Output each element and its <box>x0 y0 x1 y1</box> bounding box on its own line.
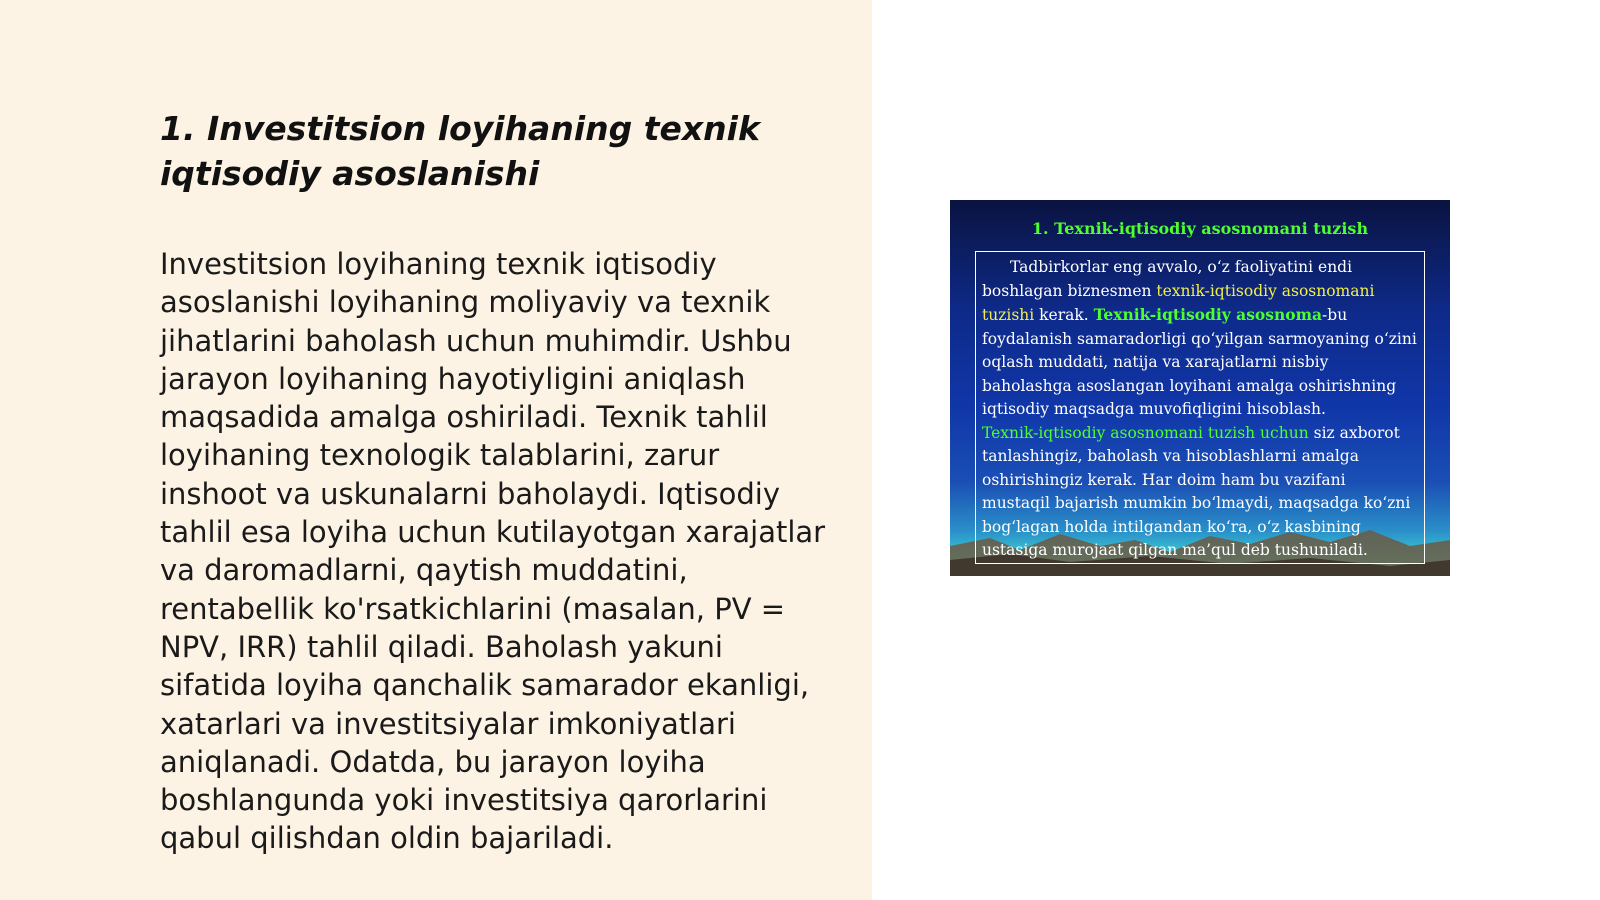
slide-highlight: Texnik-iqtisodiy asosnomani tuzish uchun <box>982 423 1309 442</box>
slide-title: 1. Texnik-iqtisodiy asosnomani tuzish <box>1031 219 1369 238</box>
slide-text: -bu foydalanish samaradorligi qo‘yilgan sarmoyaning o‘zini oqlash muddati, natija va xarajatlarni nisbiy baholashga asoslangan loyihani amalga oshirishning iqtisodiy maqsadga muvofiqligini hisoblash. <box>982 306 1417 418</box>
slide-highlight: texnik-iqtisodiy asosnomani tuzishi <box>982 281 1375 324</box>
slide-image <box>950 200 1450 576</box>
section-heading: 1. Investitsion loyihaning texnik iqtisodiy asoslanishi <box>160 109 760 193</box>
slide-text: Tadbirkorlar eng avvalo, o‘z faoliyatini endi boshlagan biznesmen <box>982 258 1353 300</box>
slide-text: siz axborot tanlashingiz, baholash va hisoblashlarni amalga oshirishingiz kerak. Har doim ham bu vazifani mustaqil bajarish mumkin bo‘lmaydi, maqsadga ko‘zni bog‘lagan holda intilgandan ko‘ra, o‘z kasbining ustasiga murojaat qilgan ma’qul deb tushuniladi. <box>982 423 1411 559</box>
slide-highlight-term: Texnik-iqtisodiy asosnoma <box>1093 305 1323 324</box>
slide-text-box <box>975 251 1425 564</box>
slide-text: kerak. <box>1034 306 1094 324</box>
section-body-text: Investitsion loyihaning texnik iqtisodiy asoslanishi loyihaning moliyaviy va texnik jihatlarini baholash uchun muhimdir. Ushbu jarayon loyihaning hayotiyligini aniqlash maqsadida amalga oshiriladi. Texnik tahlil loyihaning texnologik talablarini, zarur inshoot va uskunalarni baholaydi. Iqtisodiy tahlil esa loyiha uchun kutilayotgan xarajatlar va daromadlarni, qaytish muddatini, rentabellik ko'rsatkichlarini (masalan, PV = NPV, IRR) tahlil qiladi. Baholash yakuni sifatida loyiha qanchalik samarador ekanligi, xatarlari va investitsiyalar imkoniyatlari aniqlanadi. Odatda, bu jarayon loyiha boshlangunda yoki investitsiya qarorlarini qabul qilishdan oldin bajariladi. <box>160 247 826 856</box>
